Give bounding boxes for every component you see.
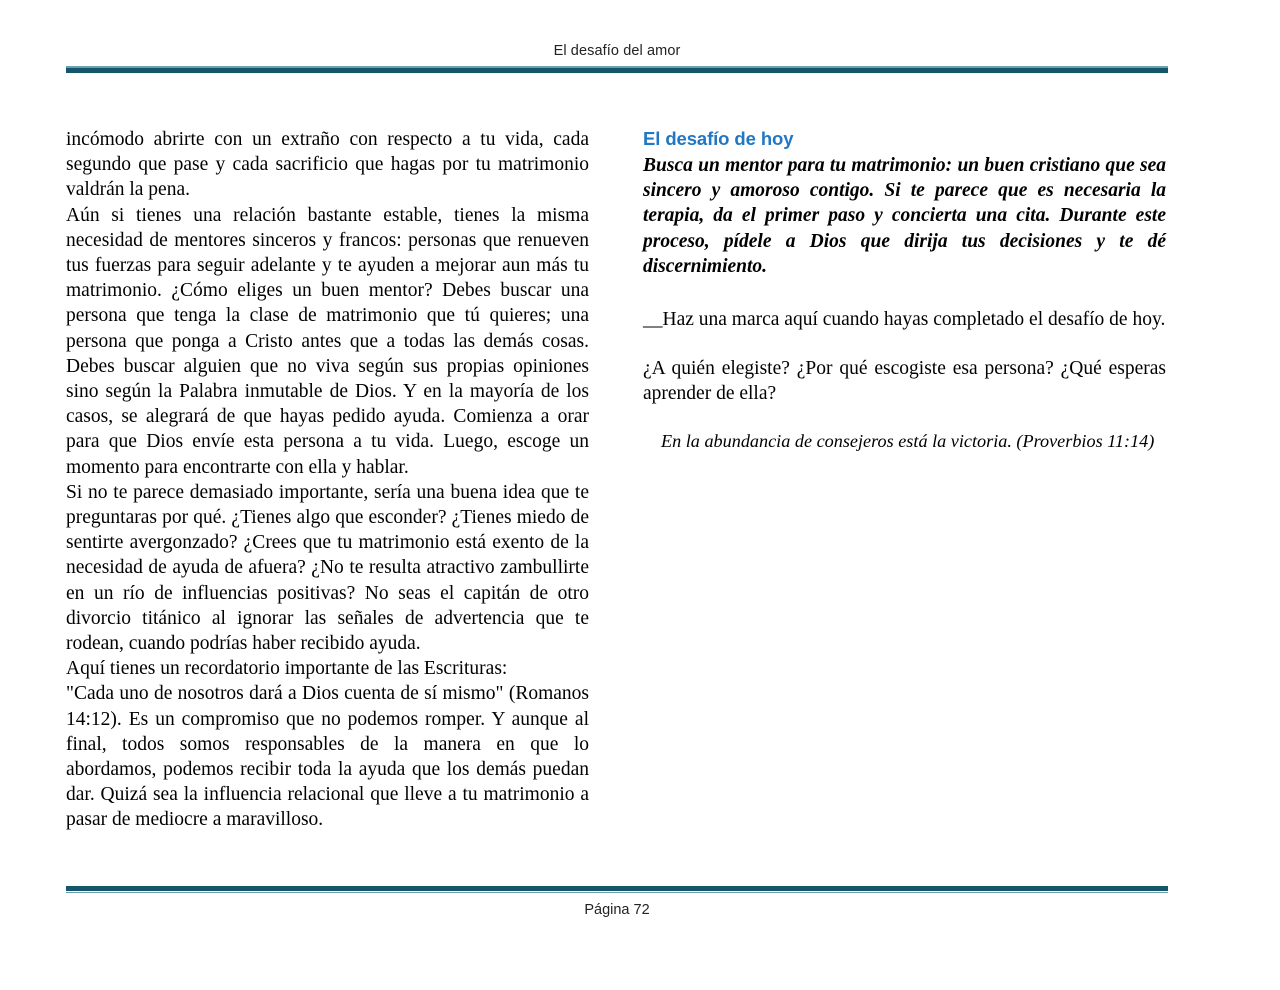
page-number: Página 72	[584, 902, 650, 918]
challenge-checkbox-line: __Haz una marca aquí cuando hayas completado el desafío de hoy.	[643, 309, 1166, 331]
header-rule-thick-line	[66, 68, 1168, 73]
paragraph: Aún si tienes una relación bastante estable, tienes la misma necesidad de mentores sinceros y francos: personas que renueven tus fuerzas para seguir adelante y te ayuden a mejorar aun más tu matrimonio. ¿Cómo eliges un buen mentor? Debes buscar una persona que tenga la clase de matrimonio que tú quieres; una persona que ponga a Cristo antes que a todas las demás cosas. Debes buscar alguien que no viva según sus propias opiniones sino según la Palabra inmutable de Dios. Y en la mayoría de los casos, se alegrará de que hayas pedido ayuda. Comienza a orar para que Dios envíe esta persona a tu vida. Luego, escoge un momento para encontrarte con ella y hablar.	[66, 204, 589, 478]
footer-rule-thin-line	[66, 892, 1168, 894]
right-text-column	[643, 127, 1166, 454]
body-columns	[66, 127, 1168, 867]
scripture-quote: En la abundancia de consejeros está la victoria. (Proverbios 11:14)	[661, 430, 1155, 451]
paragraph: "Cada uno de nosotros dará a Dios cuenta de sí mismo" (Romanos 14:12). Es un compromiso que no podemos romper. Y aunque al final, todos somos responsables de la manera en que lo abordamos, podemos recibir toda la ayuda que los demás puedan dar. Quizá sea la influencia relacional que lleve a tu matrimonio a pasar de mediocre a maravilloso.	[66, 683, 589, 831]
paragraph: Aquí tienes un recordatorio importante de las Escrituras:	[66, 658, 508, 680]
page-footer	[66, 886, 1168, 920]
paragraph: Si no te parece demasiado importante, sería una buena idea que te preguntaras por qué. ¿Tienes algo que esconder? ¿Tienes miedo de sentirte avergonzado? ¿Crees que tu matrimonio está exento de la necesidad de ayuda de afuera? ¿No te resulta atractivo zambullirte en un río de influencias positivas? No seas el capitán de otro divorcio titánico al ignorar las señales de advertencia que te rodean, cuando podrías haber recibido ayuda.	[66, 481, 589, 655]
page-header	[66, 42, 1168, 78]
challenge-body-text: Busca un mentor para tu matrimonio: un buen cristiano que sea sincero y amoroso contigo. Si te parece que es necesaria la terapia, da el primer paso y concierta una cita. Durante este proceso, pídele a Dios que dirija tus decisiones y te dé discernimiento.	[643, 155, 1166, 277]
reflection-question: ¿A quién elegiste? ¿Por qué escogiste esa persona? ¿Qué esperas aprender de ella?	[643, 358, 1166, 405]
challenge-heading: El desafío de hoy	[643, 128, 794, 149]
footer-rule-thick-line	[66, 886, 1168, 891]
header-title: El desafío del amor	[553, 43, 681, 59]
paragraph: incómodo abrirte con un extraño con respecto a tu vida, cada segundo que pase y cada sacrificio que hagas por tu matrimonio valdrán la pena.	[66, 129, 589, 201]
spacer	[643, 279, 1166, 307]
spacer	[643, 407, 1166, 429]
header-rule	[66, 66, 1168, 74]
footer-rule	[66, 886, 1168, 893]
left-text-column	[66, 127, 589, 833]
spacer	[643, 332, 1166, 356]
